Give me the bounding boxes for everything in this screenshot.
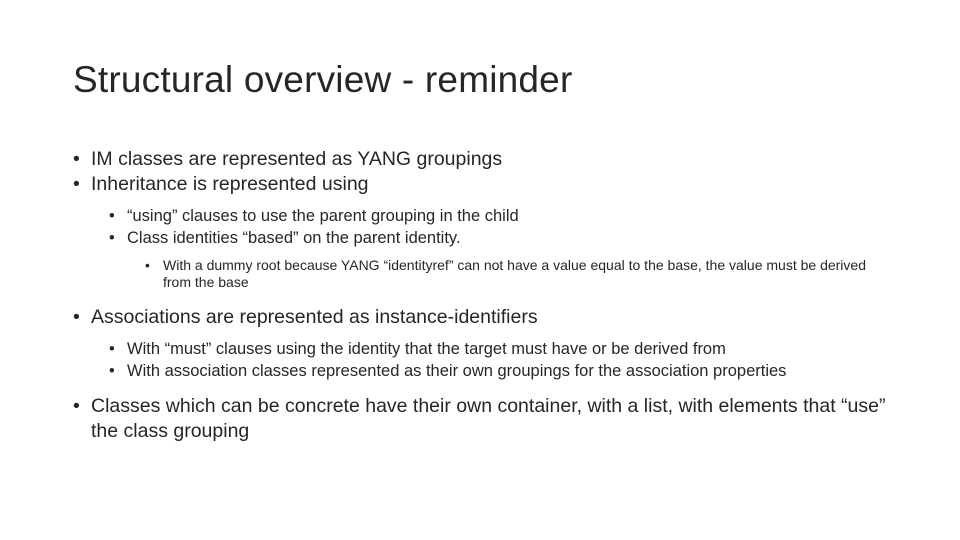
sub-bullet-item: [109, 227, 893, 249]
bullet-icon: •: [109, 207, 115, 225]
bullet-text: Classes which can be concrete have their own container, with a list, with elements that “use” the class grouping: [91, 395, 886, 442]
spacer: [73, 197, 893, 205]
bullet-item: [73, 147, 893, 172]
bullet-icon: •: [73, 306, 80, 328]
sub-bullet-item: [109, 338, 893, 360]
spacer: [73, 330, 893, 338]
sub-sub-bullet-item: [145, 257, 893, 291]
bullet-icon: •: [73, 395, 80, 417]
bullet-text: Associations are represented as instance-identifiers: [91, 306, 538, 328]
bullet-icon: •: [109, 362, 115, 380]
spacer: [73, 249, 893, 257]
bullet-icon: •: [109, 340, 115, 358]
bullet-text: “using” clauses to use the parent grouping in the child: [127, 207, 519, 225]
bullet-text: Inheritance is represented using: [91, 173, 369, 195]
bullet-icon: •: [73, 173, 80, 195]
spacer: [73, 382, 893, 394]
bullet-icon: •: [109, 229, 115, 247]
sub-bullet-item: [109, 360, 893, 382]
bullet-text: With “must” clauses using the identity that the target must have or be derived from: [127, 340, 726, 358]
bullet-text: With a dummy root because YANG “identityref” can not have a value equal to the base, the value must be derived from the base: [163, 257, 866, 290]
sub-bullet-item: [109, 205, 893, 227]
slide-title: Structural overview - reminder: [73, 59, 573, 100]
bullet-text: IM classes are represented as YANG groupings: [91, 148, 503, 170]
bullet-icon: •: [73, 148, 80, 170]
bullet-text: With association classes represented as their own groupings for the association properties: [127, 362, 787, 380]
bullet-item: [73, 394, 893, 444]
slide-content: [73, 147, 893, 444]
bullet-icon: •: [145, 257, 150, 273]
bullet-item: [73, 172, 893, 197]
bullet-item: [73, 305, 893, 330]
spacer: [73, 291, 893, 305]
bullet-text: Class identities “based” on the parent identity.: [127, 229, 461, 247]
